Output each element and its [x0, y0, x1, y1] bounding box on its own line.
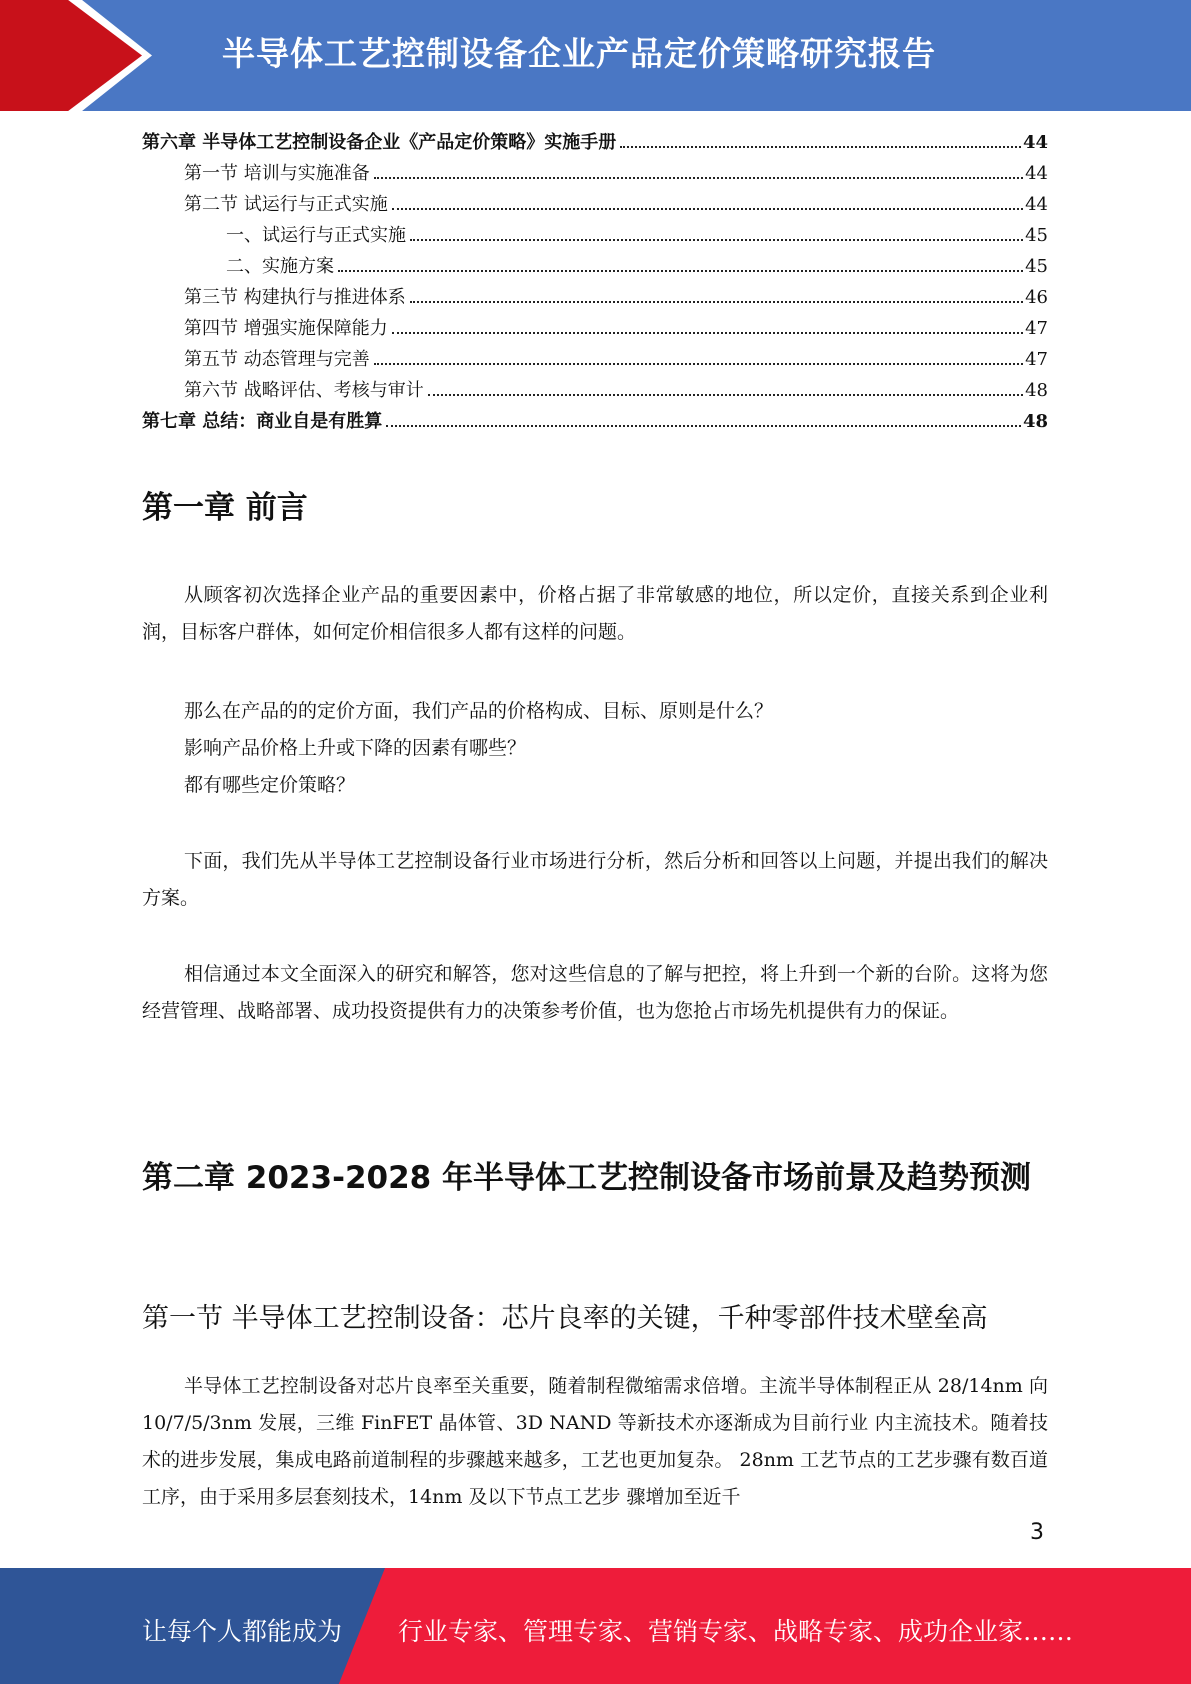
chapter-1-paragraph-2: 下面，我们先从半导体工艺控制设备行业市场进行分析，然后分析和回答以上问题，并提出我们的解决方案。	[142, 850, 1048, 909]
toc-entry-title: 二、实施方案	[226, 256, 334, 277]
report-title: 半导体工艺控制设备企业产品定价策略研究报告	[222, 34, 936, 73]
toc-leader-dots	[410, 239, 1023, 241]
toc-leader-dots	[392, 208, 1023, 210]
toc-entry-title: 第二节 试运行与正式实施	[184, 194, 388, 215]
toc-page-number: 46	[1025, 287, 1048, 308]
toc-leader-dots	[386, 425, 1021, 427]
header-banner	[0, 0, 1191, 111]
toc-entry-chapter-7[interactable]	[142, 407, 1048, 438]
toc-leader-dots	[374, 177, 1023, 179]
chapter-1-paragraph-1: 从顾客初次选择企业产品的重要因素中，价格占据了非常敏感的地位，所以定价，直接关系到企业利润，目标客户群体，如何定价相信很多人都有这样的问题。	[142, 584, 1048, 643]
toc-entry-section[interactable]	[142, 283, 1048, 314]
toc-entry-section[interactable]	[142, 345, 1048, 376]
toc-entry-section[interactable]	[142, 159, 1048, 190]
toc-page-number: 44	[1022, 132, 1048, 153]
toc-entry-title: 第一节 培训与实施准备	[184, 163, 370, 184]
footer-banner	[0, 1568, 1191, 1684]
toc-entry-subsection[interactable]	[142, 221, 1048, 252]
chapter-1-heading: 第一章 前言	[142, 490, 308, 526]
toc-entry-title: 第六章 半导体工艺控制设备企业《产品定价策略》实施手册	[142, 132, 617, 153]
chapter-1-paragraph-3: 相信通过本文全面深入的研究和解答，您对这些信息的了解与把控，将上升到一个新的台阶。这将为您经营管理、战略部署、成功投资提供有力的决策参考价值，也为您抢占市场先机提供有力的保证。	[142, 963, 1048, 1022]
toc-entry-subsection[interactable]	[142, 252, 1048, 283]
toc-leader-dots	[620, 146, 1021, 148]
toc-entry-section[interactable]	[142, 190, 1048, 221]
chapter-2-heading: 第二章 2023-2028 年半导体工艺控制设备市场前景及趋势预测	[142, 1160, 1032, 1196]
toc-leader-dots	[392, 332, 1023, 334]
toc-page-number: 45	[1025, 256, 1048, 277]
toc-entry-title: 第六节 战略评估、考核与审计	[184, 380, 424, 401]
footer-slogan-right: 行业专家、管理专家、营销专家、战略专家、成功企业家……	[398, 1617, 1074, 1646]
toc-page-number: 48	[1022, 411, 1048, 432]
header-arrow-icon	[0, 0, 142, 111]
toc-entry-title: 第七章 总结：商业自是有胜算	[142, 411, 383, 432]
toc-entry-title: 第四节 增强实施保障能力	[184, 318, 388, 339]
toc-page-number: 47	[1025, 318, 1048, 339]
toc-entry-chapter-6[interactable]	[142, 128, 1048, 159]
toc-page-number: 47	[1025, 349, 1048, 370]
toc-page-number: 44	[1025, 163, 1048, 184]
page-number: 3	[1030, 1520, 1044, 1545]
toc-page-number: 48	[1025, 380, 1048, 401]
footer-slogan-left: 让每个人都能成为	[142, 1617, 343, 1646]
toc-entry-section[interactable]	[142, 376, 1048, 407]
toc-entry-title: 第五节 动态管理与完善	[184, 349, 370, 370]
toc-leader-dots	[374, 363, 1023, 365]
question-2: 影响产品价格上升或下降的因素有哪些？	[184, 737, 527, 759]
section-1-heading: 第一节 半导体工艺控制设备：芯片良率的关键，千种零部件技术壁垒高	[142, 1303, 988, 1334]
toc-leader-dots	[410, 301, 1023, 303]
table-of-contents	[142, 128, 1048, 438]
toc-leader-dots	[338, 270, 1023, 272]
toc-page-number: 45	[1025, 225, 1048, 246]
chapter-2-paragraph-1: 半导体工艺控制设备对芯片良率至关重要，随着制程微缩需求倍增。主流半导体制程正从 28/14nm 向 10/7/5/3nm 发展，三维 FinFET 晶体管、3D NAND 等新技术亦逐渐成为目前行业 内主流技术。随着技术的进步发展，集成电路前道制程的步骤越来越多，工艺也更加复杂。 28nm 工艺节点的工艺步骤有数百道工序，由于采用多层套刻技术，14nm 及以下节点工艺步 骤增加至近千	[142, 1375, 1048, 1508]
toc-entry-title: 第三节 构建执行与推进体系	[184, 287, 406, 308]
toc-page-number: 44	[1025, 194, 1048, 215]
question-1: 那么在产品的的定价方面，我们产品的价格构成、目标、原则是什么？	[184, 700, 774, 722]
toc-leader-dots	[428, 394, 1023, 396]
toc-entry-title: 一、试运行与正式实施	[226, 225, 406, 246]
question-3: 都有哪些定价策略？	[184, 774, 356, 796]
toc-entry-section[interactable]	[142, 314, 1048, 345]
